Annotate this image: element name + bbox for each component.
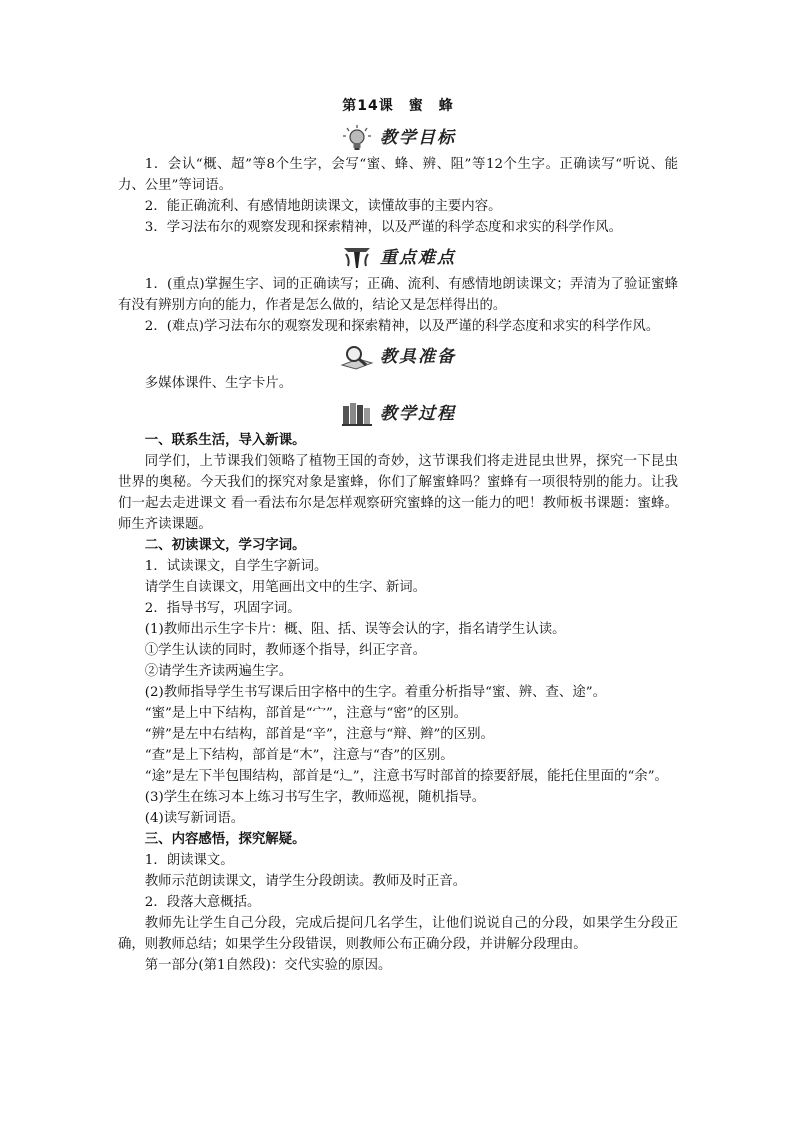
- process-paragraph: 同学们，上节课我们领略了植物王国的奇妙，这节课我们将走进昆虫世界，探究一下昆虫世界的奥秘。今天我们的探究对象是蜜蜂，你们了解蜜蜂吗？蜜蜂有一项很特别的能力。让我们一起去走进课文 看一看法布尔是怎样观察研究蜜蜂的这一能力的吧！教师板书课题：蜜蜂。师生齐读课题。: [118, 454, 678, 532]
- key-points-heading: 重点难点: [380, 247, 456, 268]
- lesson-content: [118, 94, 678, 976]
- pen-icon: [340, 244, 374, 272]
- process-body: [118, 430, 678, 976]
- process-paragraph: 2．段落大意概括。: [144, 895, 261, 910]
- process-paragraph: 请学生自读课文，用笔画出文中的生字、新词。: [144, 580, 426, 595]
- lightbulb-icon: [340, 124, 374, 152]
- key-points-item: 1．(重点)掌握生字、词的正确读写；正确、流利、有感情地朗读课文；弄清为了验证蜜蜂有没有辨别方向的能力，作者是怎么做的，结论又是怎样得出的。: [118, 277, 678, 313]
- process-paragraph: “蜜”是上中下结构，部首是“宀”，注意与“密”的区别。: [144, 706, 468, 721]
- process-paragraph: 教师示范朗读课文，请学生分段朗读。教师及时正音。: [144, 874, 467, 889]
- process-paragraph: “辨”是左中右结构，部首是“辛”，注意与“辩、辫”的区别。: [144, 727, 494, 742]
- process-paragraph: ②请学生齐读两遍生字。: [144, 664, 293, 679]
- process-paragraph: (4)读写新词语。: [144, 811, 245, 826]
- section-heading-key-points: [118, 242, 678, 274]
- goals-item: 2．能正确流利、有感情地朗读课文，读懂故事的主要内容。: [144, 199, 502, 214]
- process-paragraph: “途”是左下半包围结构，部首是“辶”，注意书写时部首的捺要舒展，能托住里面的“余”。: [144, 769, 668, 784]
- section-heading-goals: [118, 122, 678, 154]
- process-paragraph: ①学生认读的同时，教师逐个指导，纠正字音。: [144, 643, 426, 658]
- key-points-item: 2．(难点)学习法布尔的观察发现和探索精神，以及严谨的科学态度和求实的科学作风。: [144, 319, 660, 334]
- materials-heading: 教具准备: [380, 346, 456, 367]
- process-paragraph: (3)学生在练习本上练习书写生字，教师巡视，随机指导。: [144, 790, 486, 805]
- process-paragraph: 第一部分(第1自然段)：交代实验的原因。: [144, 958, 392, 973]
- magnifier-book-icon: [340, 343, 374, 371]
- materials-item: 多媒体课件、生字卡片。: [144, 376, 293, 391]
- goals-heading: 教学目标: [380, 127, 456, 148]
- process-paragraph: 教师先让学生自己分段，完成后提问几名学生，让他们说说自己的分段，如果学生分段正确，则教师总结；如果学生分段错误，则教师公布正确分段，并讲解分段理由。: [118, 916, 678, 952]
- process-paragraph: 1．试读课文，自学生字新词。: [144, 559, 328, 574]
- section-heading-materials: [118, 341, 678, 373]
- section-heading-process: [118, 398, 678, 430]
- process-paragraph: 2．指导书写，巩固字词。: [144, 601, 301, 616]
- process-paragraph: “查”是上下结构，部首是“木”，注意与“杳”的区别。: [144, 748, 454, 763]
- goals-item: 1．会认“概、超”等8个生字，会写“蜜、蜂、辨、阻”等12个生字。正确读写“听说、能力、公里”等词语。: [118, 157, 678, 193]
- process-subheading: 三、内容感悟，探究解疑。: [144, 831, 306, 847]
- process-paragraph: (2)教师指导学生书写课后田字格中的生字。着重分析指导“蜜、辨、查、途”。: [144, 685, 606, 700]
- books-icon: [340, 400, 374, 428]
- process-paragraph: (1)教师出示生字卡片：概、阻、括、误等会认的字，指名请学生认读。: [144, 622, 566, 637]
- process-subheading: 一、联系生活，导入新课。: [144, 432, 306, 448]
- process-heading: 教学过程: [380, 403, 456, 424]
- process-subheading: 二、初读课文，学习字词。: [144, 537, 306, 553]
- process-paragraph: 1．朗读课文。: [144, 853, 234, 868]
- lesson-title: 第14课 蜜 蜂: [342, 98, 454, 114]
- goals-item: 3．学习法布尔的观察发现和探索精神，以及严谨的科学态度和求实的科学作风。: [144, 220, 622, 235]
